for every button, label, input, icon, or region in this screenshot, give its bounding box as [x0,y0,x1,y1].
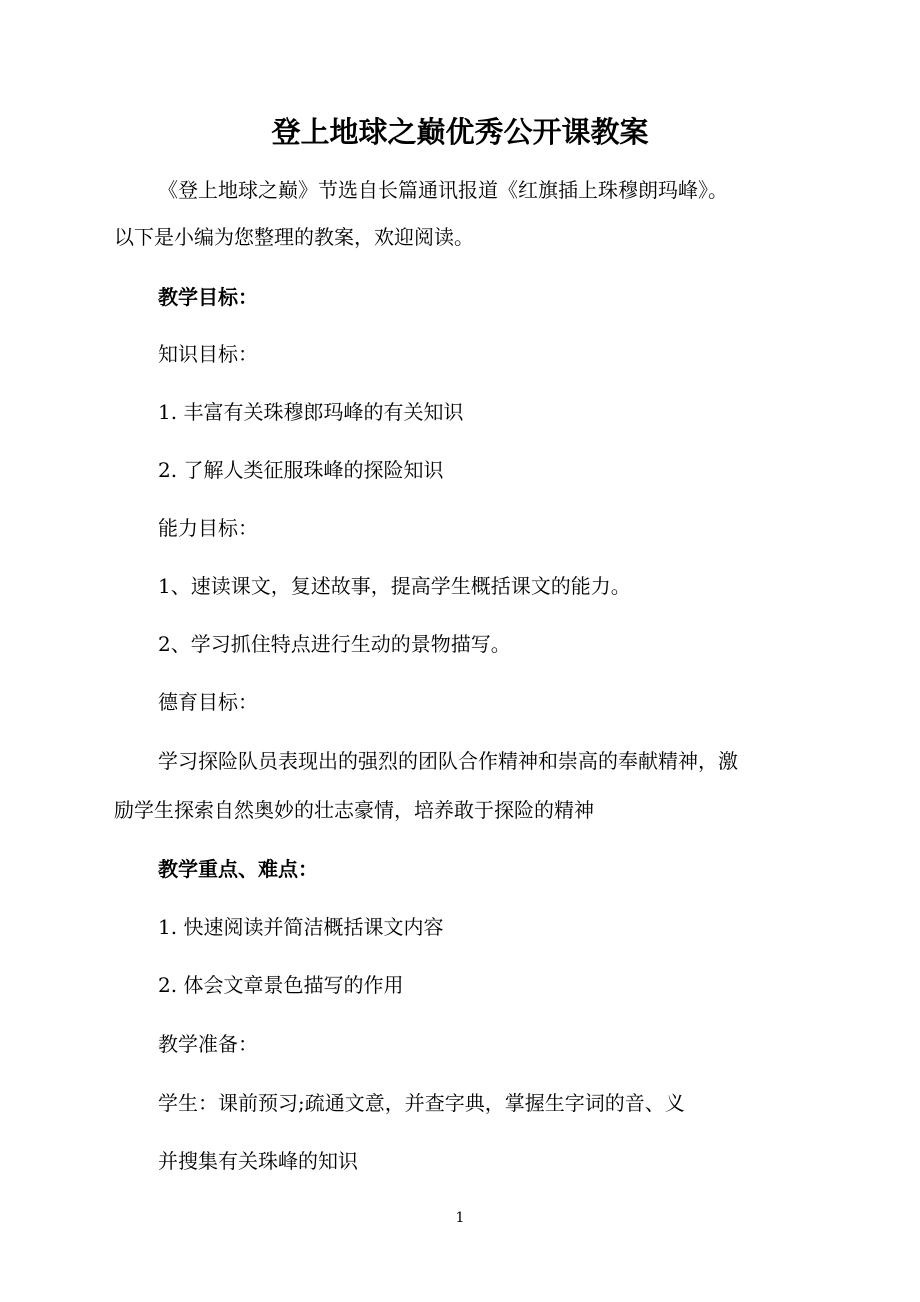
knowledge-goal-item: 1. 丰富有关珠穆郎玛峰的有关知识 [158,400,464,424]
intro-paragraph-line-2: 以下是小编为您整理的教案，欢迎阅读。 [114,225,474,249]
document-title: 登上地球之巅优秀公开课教案 [271,115,649,149]
moral-goals-heading: 德育目标： [158,690,258,714]
knowledge-goal-item: 2. 了解人类征服珠峰的探险知识 [158,458,444,482]
key-points-heading: 教学重点、难点： [158,857,318,881]
preparation-line-1: 学生：课前预习;疏通文意，并查字典，掌握生字词的音、义 [158,1091,685,1115]
preparation-line-2: 并搜集有关珠峰的知识 [158,1149,358,1173]
page-number: 1 [455,1210,465,1226]
knowledge-goals-heading: 知识目标： [158,342,258,366]
ability-goal-item: 1、速读课文，复述故事，提高学生概括课文的能力。 [158,574,631,598]
ability-goals-heading: 能力目标： [158,516,258,540]
teaching-goals-heading: 教学目标： [158,285,258,309]
intro-paragraph-line-1: 《登上地球之巅》节选自长篇通讯报道《红旗插上珠穆朗玛峰》。 [158,178,728,202]
preparation-heading: 教学准备： [158,1032,258,1056]
moral-goal-paragraph-line-2: 励学生探索自然奥妙的壮志豪情，培养敢于探险的精神 [114,798,594,822]
moral-goal-paragraph-line-1: 学习探险队员表现出的强烈的团队合作精神和崇高的奉献精神，激 [158,749,738,773]
ability-goal-item: 2、学习抓住特点进行生动的景物描写。 [158,632,511,656]
key-point-item: 1. 快速阅读并简洁概括课文内容 [158,915,444,939]
key-point-item: 2. 体会文章景色描写的作用 [158,973,404,997]
